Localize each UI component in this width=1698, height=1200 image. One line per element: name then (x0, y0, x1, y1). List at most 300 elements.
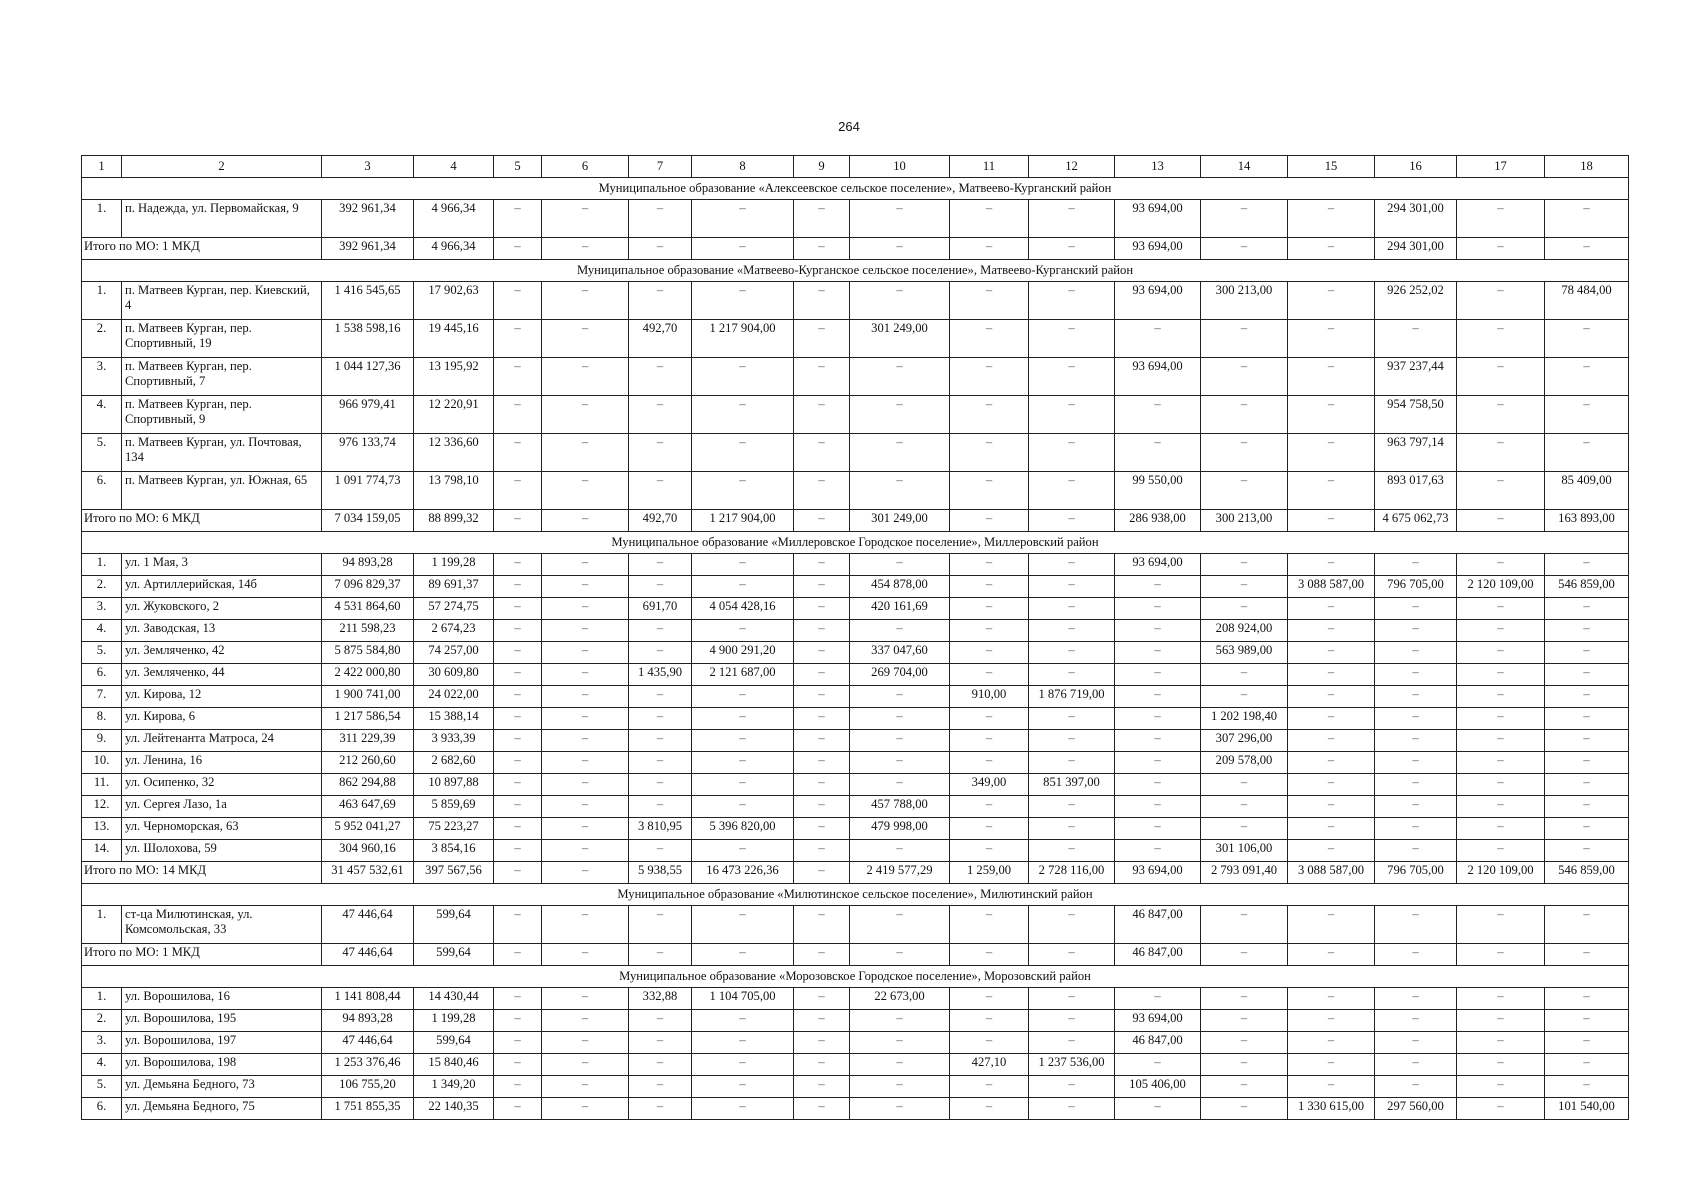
value-cell: – (1375, 730, 1457, 752)
row-number-cell: 2. (82, 320, 122, 358)
total-value-cell: – (850, 944, 950, 966)
row-number-cell: 5. (82, 642, 122, 664)
total-value-cell: 2 120 109,00 (1457, 862, 1545, 884)
value-cell: – (542, 598, 629, 620)
value-cell: – (1201, 472, 1288, 510)
value-cell: – (1457, 642, 1545, 664)
total-value-cell: 163 893,00 (1545, 510, 1629, 532)
value-cell: – (1115, 1054, 1201, 1076)
value-cell: – (1457, 686, 1545, 708)
value-cell: – (950, 434, 1029, 472)
total-value-cell: 599,64 (414, 944, 494, 966)
value-cell: 3 088 587,00 (1288, 576, 1375, 598)
row-number-cell: 3. (82, 598, 122, 620)
value-cell: – (629, 708, 692, 730)
total-value-cell: – (494, 238, 542, 260)
total-value-cell: – (794, 862, 850, 884)
total-row (82, 238, 1629, 260)
value-cell: – (629, 576, 692, 598)
value-cell: 19 445,16 (414, 320, 494, 358)
row-number-cell: 1. (82, 200, 122, 238)
value-cell: 12 336,60 (414, 434, 494, 472)
total-value-cell: – (629, 944, 692, 966)
value-cell: – (794, 1032, 850, 1054)
value-cell: 5 875 584,80 (322, 642, 414, 664)
value-cell: – (1457, 1032, 1545, 1054)
value-cell: 5 396 820,00 (692, 818, 794, 840)
value-cell: 85 409,00 (1545, 472, 1629, 510)
section-header-row (82, 178, 1629, 200)
value-cell: – (494, 664, 542, 686)
value-cell: 420 161,69 (850, 598, 950, 620)
value-cell: – (1029, 320, 1115, 358)
value-cell: – (494, 282, 542, 320)
row-number-cell: 2. (82, 576, 122, 598)
value-cell: – (950, 472, 1029, 510)
value-cell: – (494, 320, 542, 358)
value-cell: – (1375, 1032, 1457, 1054)
value-cell: – (1201, 554, 1288, 576)
value-cell: – (494, 1098, 542, 1120)
value-cell: 99 550,00 (1115, 472, 1201, 510)
value-cell: – (1545, 200, 1629, 238)
row-number-cell: 5. (82, 1076, 122, 1098)
value-cell: – (494, 818, 542, 840)
total-value-cell: – (1288, 510, 1375, 532)
value-cell: – (1288, 774, 1375, 796)
value-cell: – (1115, 730, 1201, 752)
value-cell: – (1375, 642, 1457, 664)
value-cell: – (950, 1098, 1029, 1120)
value-cell: – (1457, 620, 1545, 642)
value-cell: 1 217 586,54 (322, 708, 414, 730)
value-cell: 457 788,00 (850, 796, 950, 818)
value-cell: – (794, 1010, 850, 1032)
value-cell: – (850, 200, 950, 238)
value-cell: – (1029, 906, 1115, 944)
value-cell: – (1288, 686, 1375, 708)
value-cell: – (850, 472, 950, 510)
total-value-cell: – (542, 862, 629, 884)
value-cell: 78 484,00 (1545, 282, 1629, 320)
value-cell: – (794, 576, 850, 598)
row-number-cell: 10. (82, 752, 122, 774)
value-cell: – (542, 1054, 629, 1076)
value-cell: – (1457, 554, 1545, 576)
value-cell: – (1029, 598, 1115, 620)
value-cell: 1 876 719,00 (1029, 686, 1115, 708)
address-cell: ул. Демьяна Бедного, 73 (122, 1076, 322, 1098)
address-cell: ул. Осипенко, 32 (122, 774, 322, 796)
value-cell: – (1375, 664, 1457, 686)
value-cell: – (794, 1076, 850, 1098)
value-cell: – (1457, 664, 1545, 686)
value-cell: – (1029, 282, 1115, 320)
value-cell: 1 435,90 (629, 664, 692, 686)
value-cell: 89 691,37 (414, 576, 494, 598)
value-cell: 954 758,50 (1375, 396, 1457, 434)
value-cell: 599,64 (414, 906, 494, 944)
value-cell: – (1375, 752, 1457, 774)
column-number-cell: 11 (950, 156, 1029, 178)
value-cell: – (542, 396, 629, 434)
value-cell: – (850, 554, 950, 576)
row-number-cell: 9. (82, 730, 122, 752)
value-cell: – (692, 708, 794, 730)
value-cell: – (629, 840, 692, 862)
value-cell: – (494, 396, 542, 434)
value-cell: – (1457, 472, 1545, 510)
value-cell: – (850, 708, 950, 730)
value-cell: – (494, 598, 542, 620)
value-cell: – (494, 730, 542, 752)
column-number-cell: 14 (1201, 156, 1288, 178)
value-cell: – (1115, 796, 1201, 818)
value-cell: 910,00 (950, 686, 1029, 708)
value-cell: – (1029, 664, 1115, 686)
value-cell: – (794, 598, 850, 620)
value-cell: 1 199,28 (414, 1010, 494, 1032)
table-row (82, 730, 1629, 752)
row-number-cell: 6. (82, 472, 122, 510)
value-cell: – (692, 358, 794, 396)
table-row (82, 576, 1629, 598)
value-cell: – (1375, 774, 1457, 796)
value-cell: – (1201, 320, 1288, 358)
value-cell: – (794, 708, 850, 730)
value-cell: 1 900 741,00 (322, 686, 414, 708)
value-cell: – (950, 840, 1029, 862)
value-cell: – (1545, 796, 1629, 818)
value-cell: – (629, 282, 692, 320)
value-cell: – (950, 708, 1029, 730)
value-cell: – (850, 774, 950, 796)
value-cell: 332,88 (629, 988, 692, 1010)
value-cell: – (629, 358, 692, 396)
row-number-cell: 2. (82, 1010, 122, 1032)
value-cell: – (794, 358, 850, 396)
value-cell: – (1201, 796, 1288, 818)
value-cell: – (950, 642, 1029, 664)
value-cell: – (629, 200, 692, 238)
value-cell: – (494, 1054, 542, 1076)
table-row (82, 434, 1629, 472)
value-cell: 4 054 428,16 (692, 598, 794, 620)
value-cell: – (542, 1076, 629, 1098)
value-cell: – (1288, 818, 1375, 840)
value-cell: 3 854,16 (414, 840, 494, 862)
value-cell: – (494, 752, 542, 774)
value-cell: – (850, 282, 950, 320)
total-value-cell: – (1201, 944, 1288, 966)
total-row (82, 862, 1629, 884)
value-cell: – (1201, 200, 1288, 238)
total-value-cell: – (1545, 238, 1629, 260)
value-cell: – (542, 818, 629, 840)
total-value-cell: 300 213,00 (1201, 510, 1288, 532)
value-cell: – (542, 282, 629, 320)
value-cell: – (1375, 1054, 1457, 1076)
value-cell: 1 237 536,00 (1029, 1054, 1115, 1076)
value-cell: – (1375, 818, 1457, 840)
value-cell: – (794, 1054, 850, 1076)
value-cell: – (1288, 708, 1375, 730)
total-value-cell: – (1029, 238, 1115, 260)
section-title: Муниципальное образование «Матвеево-Курганское сельское поселение», Матвеево-Курганский район (82, 260, 1629, 282)
value-cell: 14 430,44 (414, 988, 494, 1010)
address-cell: ул. Лейтенанта Матроса, 24 (122, 730, 322, 752)
table-row (82, 620, 1629, 642)
total-value-cell: 88 899,32 (414, 510, 494, 532)
value-cell: – (1288, 200, 1375, 238)
value-cell: – (494, 708, 542, 730)
value-cell: – (692, 472, 794, 510)
value-cell: – (629, 620, 692, 642)
value-cell: – (1375, 906, 1457, 944)
value-cell: – (542, 620, 629, 642)
value-cell: – (1288, 620, 1375, 642)
value-cell: – (850, 620, 950, 642)
value-cell: – (629, 1098, 692, 1120)
value-cell: – (794, 620, 850, 642)
value-cell: 211 598,23 (322, 620, 414, 642)
value-cell: – (1457, 1076, 1545, 1098)
value-cell: – (1457, 200, 1545, 238)
value-cell: 75 223,27 (414, 818, 494, 840)
value-cell: 4 900 291,20 (692, 642, 794, 664)
value-cell: – (850, 358, 950, 396)
total-value-cell: 16 473 226,36 (692, 862, 794, 884)
address-cell: п. Матвеев Курган, пер. Спортивный, 7 (122, 358, 322, 396)
address-cell: ул. Жуковского, 2 (122, 598, 322, 620)
value-cell: 1 141 808,44 (322, 988, 414, 1010)
value-cell: – (1545, 906, 1629, 944)
value-cell: – (1545, 642, 1629, 664)
total-value-cell: 2 728 116,00 (1029, 862, 1115, 884)
address-cell: ул. Ворошилова, 197 (122, 1032, 322, 1054)
value-cell: 966 979,41 (322, 396, 414, 434)
address-cell: ул. Ворошилова, 198 (122, 1054, 322, 1076)
value-cell: – (1545, 1076, 1629, 1098)
value-cell: – (494, 774, 542, 796)
total-value-cell: 546 859,00 (1545, 862, 1629, 884)
total-value-cell: – (1375, 944, 1457, 966)
value-cell: 691,70 (629, 598, 692, 620)
value-cell: – (1457, 906, 1545, 944)
value-cell: – (1201, 1032, 1288, 1054)
table-row (82, 598, 1629, 620)
value-cell: 427,10 (950, 1054, 1029, 1076)
address-cell: п. Матвеев Курган, ул. Почтовая, 134 (122, 434, 322, 472)
total-value-cell: 4 675 062,73 (1375, 510, 1457, 532)
value-cell: – (494, 554, 542, 576)
value-cell: – (950, 200, 1029, 238)
value-cell: – (542, 752, 629, 774)
value-cell: 1 416 545,65 (322, 282, 414, 320)
value-cell: – (950, 664, 1029, 686)
section-title: Муниципальное образование «Миллеровское Городское поселение», Миллеровский район (82, 532, 1629, 554)
value-cell: – (950, 576, 1029, 598)
table-row (82, 554, 1629, 576)
table-row (82, 1010, 1629, 1032)
value-cell: – (794, 686, 850, 708)
value-cell: 47 446,64 (322, 1032, 414, 1054)
value-cell: – (494, 1032, 542, 1054)
value-cell: – (1115, 396, 1201, 434)
value-cell: – (1201, 988, 1288, 1010)
column-number-cell: 9 (794, 156, 850, 178)
value-cell: – (1115, 818, 1201, 840)
value-cell: 105 406,00 (1115, 1076, 1201, 1098)
value-cell: – (542, 200, 629, 238)
column-number-row (82, 156, 1629, 178)
column-number-cell: 2 (122, 156, 322, 178)
value-cell: 963 797,14 (1375, 434, 1457, 472)
value-cell: 1 091 774,73 (322, 472, 414, 510)
value-cell: 1 199,28 (414, 554, 494, 576)
value-cell: – (1545, 988, 1629, 1010)
table-row (82, 774, 1629, 796)
value-cell: – (794, 840, 850, 862)
column-number-cell: 15 (1288, 156, 1375, 178)
row-number-cell: 1. (82, 282, 122, 320)
value-cell: – (1201, 1054, 1288, 1076)
table-row (82, 796, 1629, 818)
value-cell: – (1201, 576, 1288, 598)
value-cell: – (1288, 396, 1375, 434)
row-number-cell: 14. (82, 840, 122, 862)
value-cell: – (1029, 1010, 1115, 1032)
total-label-cell: Итого по МО: 6 МКД (82, 510, 322, 532)
value-cell: – (1457, 434, 1545, 472)
value-cell: – (1115, 708, 1201, 730)
column-number-cell: 18 (1545, 156, 1629, 178)
column-number-cell: 17 (1457, 156, 1545, 178)
value-cell: – (692, 1054, 794, 1076)
value-cell: – (542, 1010, 629, 1032)
value-cell: – (1288, 1076, 1375, 1098)
value-cell: – (1201, 1098, 1288, 1120)
value-cell: – (494, 686, 542, 708)
value-cell: – (1115, 598, 1201, 620)
address-cell: ул. Шолохова, 59 (122, 840, 322, 862)
section-header-row (82, 260, 1629, 282)
value-cell: 492,70 (629, 320, 692, 358)
total-row (82, 510, 1629, 532)
value-cell: – (1545, 730, 1629, 752)
column-number-cell: 1 (82, 156, 122, 178)
column-number-cell: 5 (494, 156, 542, 178)
total-value-cell: – (494, 510, 542, 532)
value-cell: – (1029, 730, 1115, 752)
value-cell: – (1029, 200, 1115, 238)
value-cell: 1 253 376,46 (322, 1054, 414, 1076)
value-cell: – (629, 752, 692, 774)
value-cell: 1 104 705,00 (692, 988, 794, 1010)
value-cell: – (692, 774, 794, 796)
value-cell: 13 195,92 (414, 358, 494, 396)
table-row (82, 988, 1629, 1010)
value-cell: – (850, 396, 950, 434)
total-value-cell: 46 847,00 (1115, 944, 1201, 966)
value-cell: – (692, 396, 794, 434)
table-row (82, 282, 1629, 320)
value-cell: – (1545, 434, 1629, 472)
value-cell: – (542, 730, 629, 752)
address-cell: ул. Ворошилова, 195 (122, 1010, 322, 1032)
value-cell: – (1545, 664, 1629, 686)
value-cell: – (1029, 752, 1115, 774)
value-cell: – (1457, 774, 1545, 796)
value-cell: 93 694,00 (1115, 1010, 1201, 1032)
address-cell: п. Надежда, ул. Первомайская, 9 (122, 200, 322, 238)
address-cell: ст-ца Милютинская, ул. Комсомольская, 33 (122, 906, 322, 944)
row-number-cell: 6. (82, 1098, 122, 1120)
column-number-cell: 3 (322, 156, 414, 178)
value-cell: – (629, 774, 692, 796)
value-cell: – (1288, 730, 1375, 752)
total-value-cell: – (850, 238, 950, 260)
value-cell: – (950, 906, 1029, 944)
value-cell: – (542, 434, 629, 472)
value-cell: – (1457, 840, 1545, 862)
value-cell: 269 704,00 (850, 664, 950, 686)
table-row (82, 396, 1629, 434)
address-cell: ул. Кирова, 12 (122, 686, 322, 708)
table-row (82, 200, 1629, 238)
total-value-cell: 796 705,00 (1375, 862, 1457, 884)
value-cell: – (542, 686, 629, 708)
value-cell: 93 694,00 (1115, 358, 1201, 396)
table-row (82, 752, 1629, 774)
value-cell: – (1375, 1076, 1457, 1098)
value-cell: – (950, 1032, 1029, 1054)
value-cell: – (1457, 1054, 1545, 1076)
value-cell: – (1375, 598, 1457, 620)
value-cell: 2 121 687,00 (692, 664, 794, 686)
value-cell: – (692, 686, 794, 708)
table-row (82, 906, 1629, 944)
value-cell: – (542, 988, 629, 1010)
value-cell: – (1115, 620, 1201, 642)
value-cell: – (629, 1076, 692, 1098)
value-cell: – (1288, 664, 1375, 686)
table-row (82, 642, 1629, 664)
value-cell: – (542, 1098, 629, 1120)
value-cell: – (1201, 1010, 1288, 1032)
value-cell: – (1115, 686, 1201, 708)
value-cell: – (629, 434, 692, 472)
total-value-cell: – (629, 238, 692, 260)
value-cell: – (950, 988, 1029, 1010)
value-cell: – (1545, 1032, 1629, 1054)
value-cell: 212 260,60 (322, 752, 414, 774)
value-cell: 3 933,39 (414, 730, 494, 752)
value-cell: – (1029, 1098, 1115, 1120)
value-cell: – (1115, 1098, 1201, 1120)
value-cell: – (1201, 664, 1288, 686)
value-cell: – (850, 686, 950, 708)
value-cell: – (1457, 396, 1545, 434)
value-cell: – (1029, 796, 1115, 818)
value-cell: – (542, 358, 629, 396)
value-cell: – (542, 774, 629, 796)
value-cell: – (542, 554, 629, 576)
value-cell: 599,64 (414, 1032, 494, 1054)
column-number-cell: 10 (850, 156, 950, 178)
address-cell: ул. Сергея Лазо, 1а (122, 796, 322, 818)
total-value-cell: 392 961,34 (322, 238, 414, 260)
